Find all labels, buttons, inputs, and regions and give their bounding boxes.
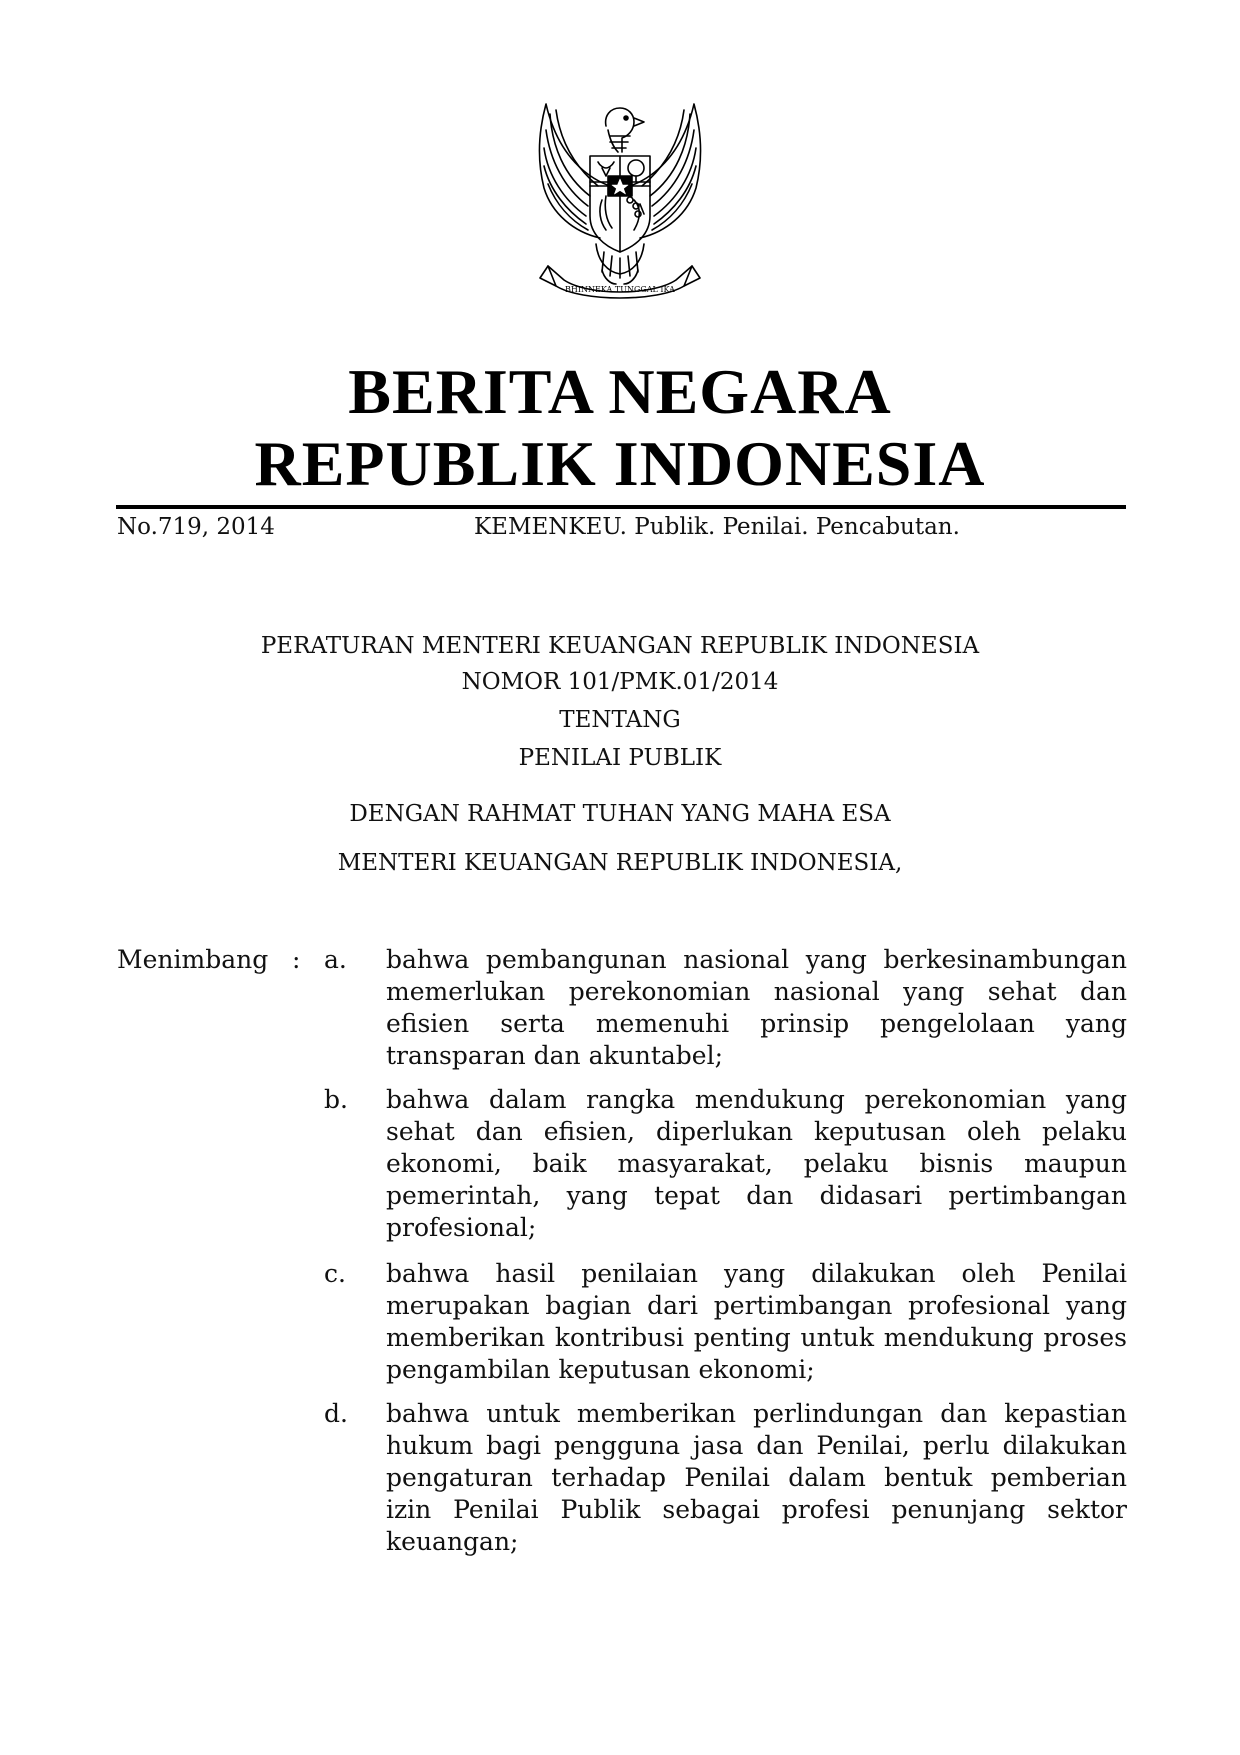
- emblem-motto: BHINNEKA TUNGGAL IKA: [565, 285, 675, 294]
- issue-number: No.719, 2014: [117, 514, 275, 540]
- regulation-subject: PENILAI PUBLIK: [518, 745, 722, 771]
- item-text: bahwa hasil penilaian yang dilakukan oleh Penilai merupakan bagian dari pertimbangan profesional yang memberikan kontribusi penting untuk mendukung proses pengambilan keputusan ekonomi;: [386, 1259, 1127, 1384]
- item-text: bahwa pembangunan nasional yang berkesinambungan memerlukan perekonomian nasional yang sehat dan efisien serta memenuhi prinsip pengelolaan yang transparan dan akuntabel;: [386, 945, 1127, 1070]
- regulation-about: TENTANG: [559, 707, 681, 733]
- preamble-line-2: MENTERI KEUANGAN REPUBLIK INDONESIA,: [337, 850, 903, 876]
- masthead-line-1: BERITA NEGARA: [348, 356, 892, 427]
- regulation-title: PERATURAN MENTERI KEUANGAN REPUBLIK INDONESIA: [260, 633, 980, 659]
- item-letter: d.: [324, 1399, 348, 1428]
- item-letter: c.: [324, 1259, 346, 1288]
- regulation-number: NOMOR 101/PMK.01/2014: [461, 669, 779, 695]
- garuda-emblem-icon: [518, 96, 722, 306]
- preamble-line-1: DENGAN RAHMAT TUHAN YANG MAHA ESA: [349, 801, 891, 827]
- issue-topic: KEMENKEU. Publik. Penilai. Pencabutan.: [474, 514, 960, 540]
- item-text: bahwa dalam rangka mendukung perekonomian yang sehat dan efisien, diperlukan keputusan oleh pelaku ekonomi, baik masyarakat, pelaku bisnis maupun pemerintah, yang tepat dan didasari pertimbangan profesional;: [386, 1085, 1127, 1242]
- item-letter: b.: [324, 1085, 348, 1114]
- item-letter: a.: [324, 945, 347, 974]
- item-text: bahwa untuk memberikan perlindungan dan kepastian hukum bagi pengguna jasa dan Penilai, perlu dilakukan pengaturan terhadap Penilai dalam bentuk pemberian izin Penilai Publik sebagai profesi penunjang sektor keuangan;: [386, 1399, 1127, 1556]
- masthead-line-2: REPUBLIK INDONESIA: [254, 428, 986, 499]
- considering-colon: :: [292, 945, 301, 974]
- considering-label: Menimbang: [117, 945, 269, 974]
- masthead-rule: [116, 505, 1126, 509]
